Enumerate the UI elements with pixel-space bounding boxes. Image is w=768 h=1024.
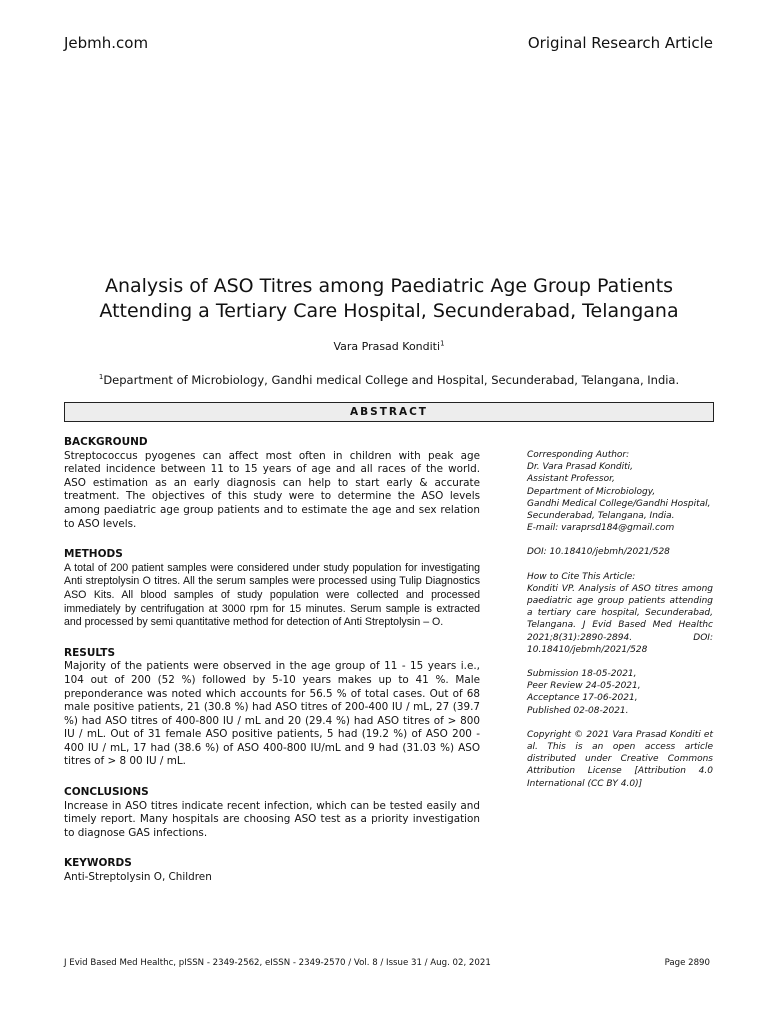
author-affiliation-mark: 1 xyxy=(440,339,445,348)
title-line-2: Attending a Tertiary Care Hospital, Secunderabad, Telangana xyxy=(99,300,679,322)
keywords-text: Anti-Streptolysin O, Children xyxy=(64,871,212,884)
author-line xyxy=(64,340,714,353)
corresponding-department: Department of Microbiology, xyxy=(527,486,656,497)
submission-date: Submission 18-05-2021, xyxy=(527,669,637,680)
affiliation-text: Department of Microbiology, Gandhi medical College and Hospital, Secunderabad, Telangana, India. xyxy=(103,373,680,387)
peer-review-date: Peer Review 24-05-2021, xyxy=(527,681,641,692)
journal-footer: J Evid Based Med Healthc, pISSN - 2349-2562, eISSN - 2349-2570 / Vol. 8 / Issue 31 / Aug. 02, 2021 xyxy=(64,958,491,968)
methods-text: A total of 200 patient samples were considered under study population for investigating Anti streptolysin O titres. All the serum samples were processed using Tulip Diagnostics ASO Kits. All blood samples of study population were collected and processed immediately by centrifugation at 3000 rpm for 15 minutes. Serum sample is extracted and processed by semi quantitative method for detection of Anti Streptolysin – O. xyxy=(64,561,480,629)
abstract-banner: ABSTRACT xyxy=(64,402,714,422)
background-text: Streptococcus pyogenes can affect most often in children with peak age related incidence between 11 to 15 years of age and all races of the world. ASO estimation as an early diagnosis can help to start early & accurate treatment. The objectives of this study were to determine the ASO levels among paediatric age group patients and to estimate the age and sex relation to ASO levels. xyxy=(64,449,480,530)
corresponding-author-block xyxy=(527,449,713,534)
corresponding-position: Assistant Professor, xyxy=(527,474,615,485)
title-line-1: Analysis of ASO Titres among Paediatric Age Group Patients xyxy=(104,275,674,297)
article-title xyxy=(64,274,714,324)
dates-block xyxy=(527,668,713,717)
results-heading: RESULTS xyxy=(64,646,116,659)
corresponding-label: Corresponding Author: xyxy=(527,450,630,460)
background-heading: BACKGROUND xyxy=(64,436,148,448)
citation-heading: How to Cite This Article: xyxy=(527,571,636,582)
corresponding-institution: Gandhi Medical College/Gandhi Hospital, xyxy=(527,498,711,509)
page-number: Page 2890 xyxy=(664,958,710,968)
copyright-notice: Copyright © 2021 Vara Prasad Konditi et al. This is an open access article distributed under Creative Commons Attribution License [Attribution 4.0 International (CC BY 4.0)] xyxy=(527,729,713,789)
site-name: Jebmh.com xyxy=(64,34,149,52)
conclusions-text: Increase in ASO titres indicate recent infection, which can be tested easily and timely report. Many hospitals are choosing ASO test as a priority investigation to diagnose GAS infections. xyxy=(64,799,480,839)
corresponding-name: Dr. Vara Prasad Konditi, xyxy=(527,462,634,473)
corresponding-location: Secunderabad, Telangana, India. xyxy=(527,511,675,522)
article-info-sidebar xyxy=(527,449,713,802)
citation-text: Konditi VP. Analysis of ASO titres among paediatric age group patients attending a tertiary care hospital, Secunderabad, Telangana. J Evid Based Med Healthc 2021;8(31):2890-2894. DOI: 10.18410/jebmh/2021/528 xyxy=(527,583,713,655)
results-text: Majority of the patients were observed in the age group of 11 - 15 years i.e., 104 out of 200 (52 %) followed by 5-10 years makes up to 41 %. Male preponderance was noted which accounts for 56.5 % of total cases. Out of 68 male positive patients, 21 (30.8 %) had ASO titres of 200-400 IU / mL, 27 (39.7 %) had ASO titres of 400-800 IU / mL and 20 (29.4 %) had ASO titres of > 800 IU / mL. Out of 31 female ASO positive patients, 5 had (19.2 %) of ASO 200 - 400 IU / mL, 17 had (38.6 %) of ASO 400-800 IU/mL and 9 had (31.03 %) ASO titres of > 8 00 IU / mL. xyxy=(64,660,480,768)
abstract-body xyxy=(64,436,480,902)
article-type: Original Research Article xyxy=(527,34,713,52)
keywords-heading: KEYWORDS xyxy=(64,857,132,870)
conclusions-heading: CONCLUSIONS xyxy=(64,786,149,799)
citation-block xyxy=(527,571,713,656)
doi-line[interactable]: DOI: 10.18410/jebmh/2021/528 xyxy=(527,547,670,558)
acceptance-date: Acceptance 17-06-2021, xyxy=(527,693,638,704)
published-date: Published 02-08-2021. xyxy=(527,705,629,716)
methods-heading: METHODS xyxy=(64,548,123,561)
author-name: Vara Prasad Konditi xyxy=(333,340,441,353)
affiliation-mark: 1 xyxy=(98,373,104,382)
corresponding-email[interactable]: E-mail: varaprsd184@gmail.com xyxy=(527,523,675,534)
affiliation-line xyxy=(64,373,714,387)
